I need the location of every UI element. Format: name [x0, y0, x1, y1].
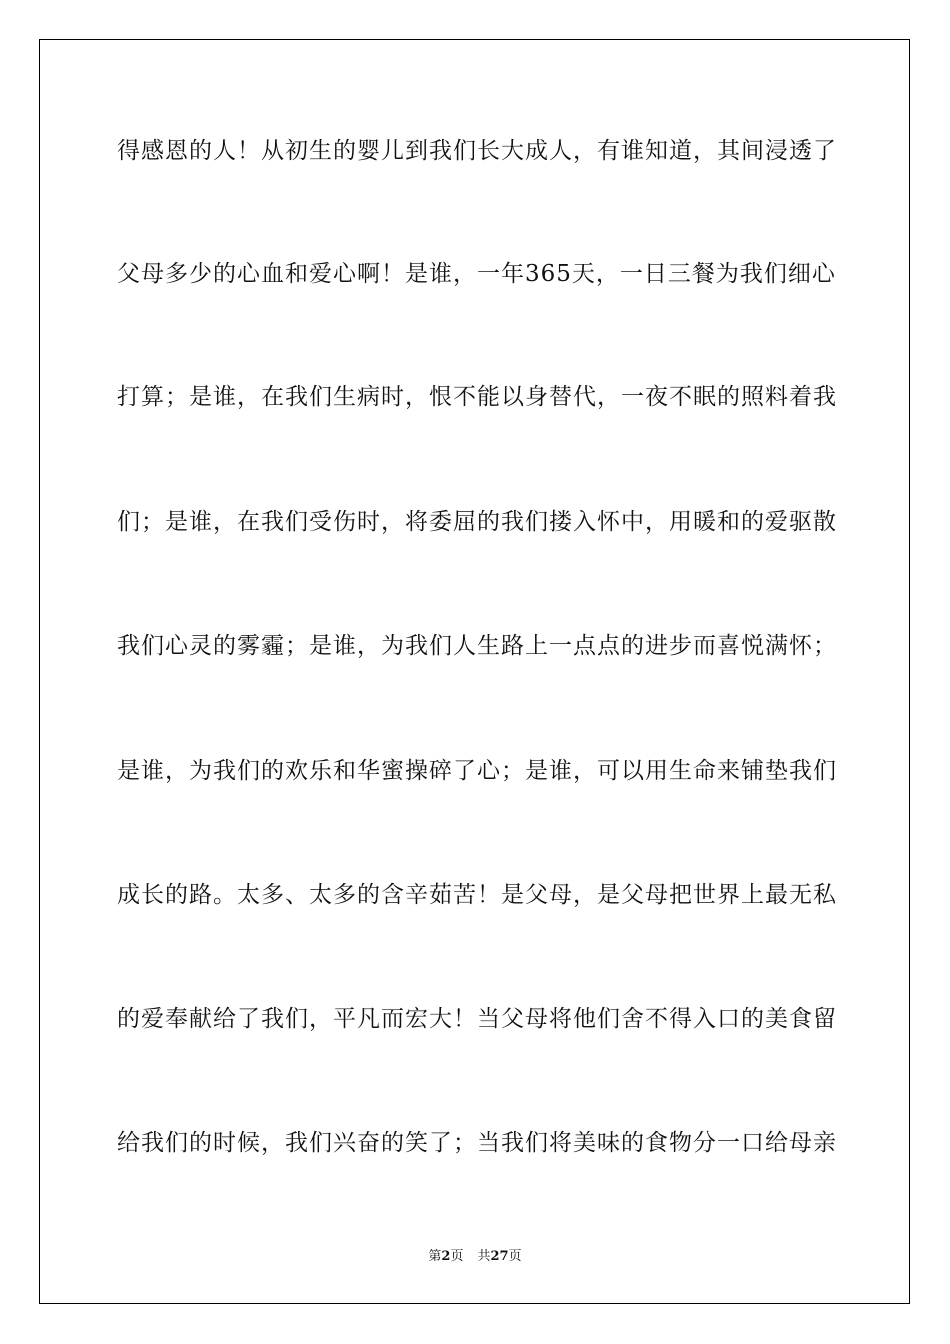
total-prefix: 共	[477, 1249, 491, 1264]
page-footer	[0, 1248, 950, 1266]
body-text-line-7: 成长的路。太多、太多的含辛茹苦！是父母，是父母把世界上最无私	[117, 882, 837, 908]
body-text-line-2: 父母多少的心血和爱心啊！是谁，一年365天，一日三餐为我们细心	[117, 261, 836, 287]
page-prefix: 第	[428, 1249, 442, 1264]
page-border	[39, 39, 910, 1304]
body-text-line-9: 给我们的时候，我们兴奋的笑了；当我们将美味的食物分一口给母亲	[117, 1130, 837, 1156]
body-text-line-8: 的爱奉献给了我们，平凡而宏大！当父母将他们舍不得入口的美食留	[117, 1006, 837, 1032]
total-suffix: 页	[508, 1249, 522, 1264]
page-suffix: 页	[450, 1249, 464, 1264]
page-number: 2	[441, 1249, 451, 1264]
body-text-line-3: 打算；是谁，在我们生病时，恨不能以身替代，一夜不眠的照料着我	[117, 384, 837, 410]
total-pages: 27	[490, 1249, 509, 1264]
body-text-line-6: 是谁，为我们的欢乐和华蜜操碎了心；是谁，可以用生命来铺垫我们	[117, 758, 837, 784]
body-text-line-5: 我们心灵的雾霾；是谁，为我们人生路上一点点的进步而喜悦满怀；	[117, 633, 837, 659]
body-text-line-4: 们；是谁，在我们受伤时，将委屈的我们搂入怀中，用暖和的爱驱散	[117, 509, 837, 535]
body-text-line-1: 得感恩的人！从初生的婴儿到我们长大成人，有谁知道，其间浸透了	[117, 138, 837, 164]
